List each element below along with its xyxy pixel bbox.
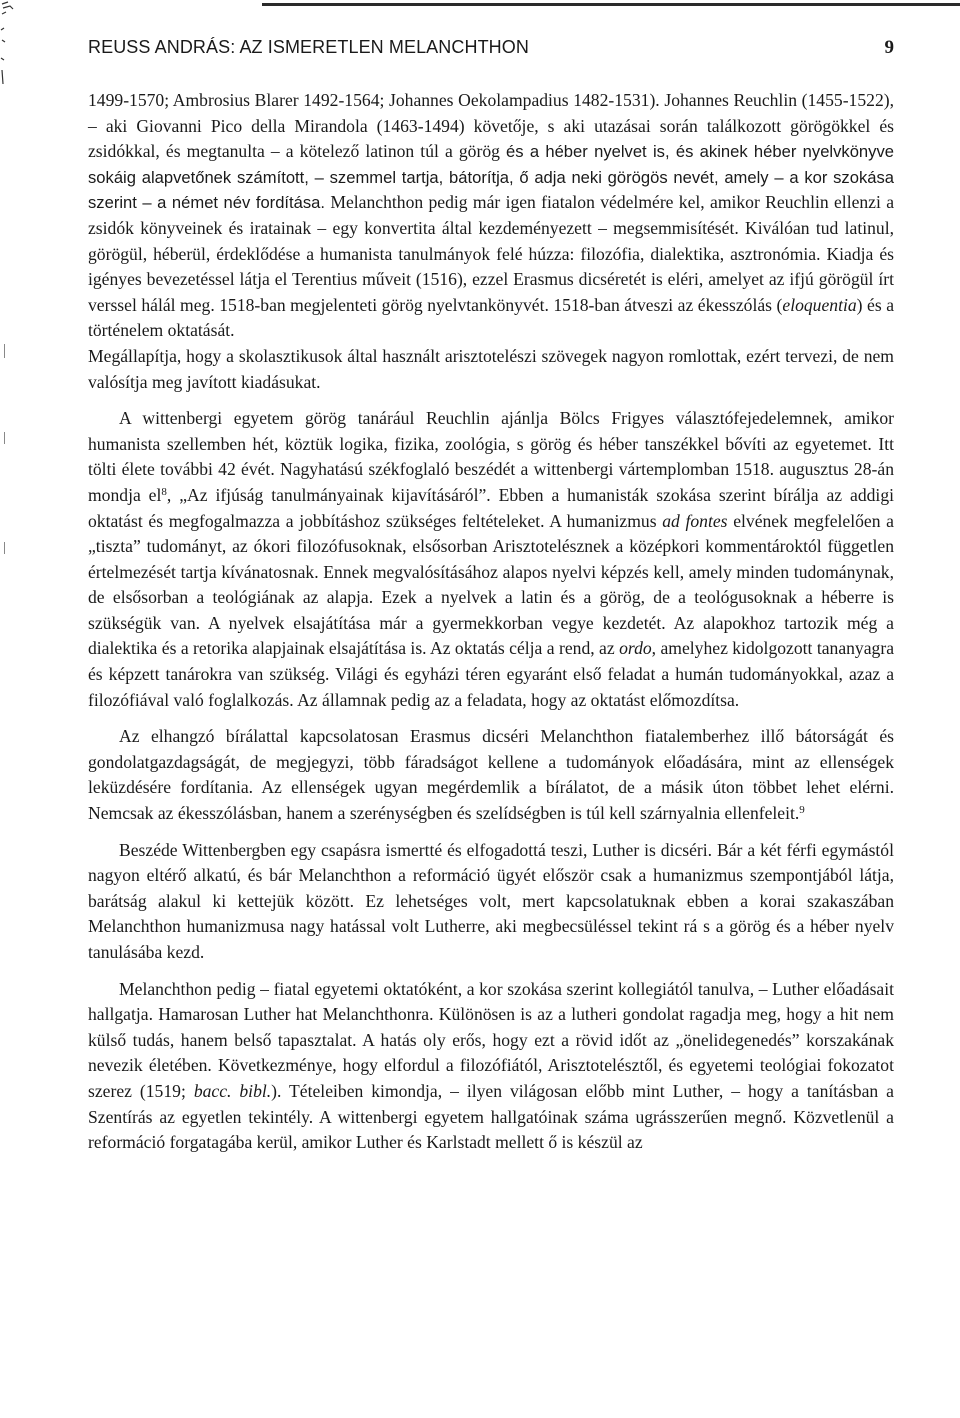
- scan-top-rule: [262, 3, 960, 6]
- text-segment: Melanchthon pedig már igen fiatalon védelmére kel, amikor Reuchlin ellenzi a zsidók könyveinek és iratainak – egy konvertita által kezdeményezett – megsemmisítését. Kiválóan tud latinul, görögül, héberül, érdeklődése a humanista tanulmányok felé húzza: filozófia, dialektika, asztronómia. Kiadja és igényes bevezetéssel látja el Terentius műveit (1516), ezzel Erasmus dicséretét is eléri, amelyet az ifjú görögül írt verssel hálál meg. 1518-ban megjelenteti görög nyelvtankönyvét. 1518-ban átveszi az ékesszólás (: [88, 192, 895, 315]
- page-number: 9: [884, 37, 894, 58]
- paragraph: [88, 838, 894, 966]
- text-segment: , amelyhez kidolgozott tananyagra és képzett tanárokra van szükség. Világi és egyházi téren egyaránt első feladat a humán tudományokkal, azaz a filozófiával való foglalkozás. Az államnak pedig az a feladata, hogy az oktatást előmozdítsa.: [88, 638, 894, 710]
- text-segment: Beszéde Wittenbergben egy csapásra ismertté és elfogadottá teszi, Luther is dicséri. Bár a két férfi egymástól nagyon eltérő alkatú, és bár Melanchthon a reformáció ügyét először csak a humanizmus szempontjából látja, barátság alakul ki kettejük között. Ez lehetséges volt, mert kapcsolatuknak ebben a korai szakaszában Melanchthon humanizmusa nagy hatással volt Lutherre, aki megbecsüléssel tekint rá s a görög és a héber nyelv tanulásába kezd.: [88, 839, 894, 962]
- body-text: [88, 88, 894, 1156]
- text-segment: elvének megfelelően a „tiszta” tudományt, az ókori filozófusoknak, elsősorban Arisztotelésznek a középkori kommentároktól független értelmezését tartja kívánatosnak. Ennek megvalósításához alapos nyelvi képzés kell, amely minden tudománynak, de elsősorban a teológiának az alapja. Ezek a nyelvek a latin és a görög, de a teológusoknak a héberre is szükségük van. A nyelvek elsajátítása már a gyermekkorban vegye kezdetét. Az alapokhoz tartozik még a dialektika és a retorika alapjainak elsajátítása is. Az oktatás célja a rend, az: [88, 510, 894, 659]
- margin-tick: [4, 542, 5, 554]
- text-segment: ) és a történelem oktatását.: [88, 294, 894, 341]
- text-segment: ordo: [619, 638, 652, 659]
- text-segment: Az elhangzó bírálattal kapcsolatosan Erasmus dicséri Melanchthon fiatalemberhez illő bátorságát és gondolatgazdagságát, de megjegyzi, több fáradságot kellene a tudományok előadására, mint az ellenségek leküzdésére fordítania. Az ellenségek ugyan megérdemlik a bírálatot, de a másik úton többet lehet elérni. Nemcsak az ékesszólásban, hanem a szerénységben és szelídségben is túl kell szárnyalnia ellenfeleit.: [88, 726, 894, 824]
- text-segment: Melanchthon pedig – fiatal egyetemi oktatóként, a kor szokása szerint kollegiától tanulva, – Luther előadásait hallgatja. Hamarosan Luther hat Melanchthonra. Különösen is az a lutheri gondolat ragadja meg, hogy a hit nem külső tudás, hanem belső tapasztalat. A hatás oly erős, hogy ezt a rövid időt az „önelidegenedés” korszakának nevezik életében. Következménye, hogy elfordul a filozófiától, Arisztotelésztől, és egyetemi teológiai fokozatot szerez (1519;: [88, 978, 894, 1101]
- paragraph: [88, 344, 894, 395]
- text-segment: eloquentia: [782, 294, 857, 315]
- page-header: [88, 37, 894, 67]
- footnote-ref: 8: [161, 485, 167, 498]
- text-segment: ad fontes: [662, 510, 728, 531]
- running-title: REUSS ANDRÁS: AZ ISMERETLEN MELANCHTHON: [88, 37, 529, 57]
- paragraph: [88, 88, 894, 344]
- paragraph: [88, 977, 894, 1156]
- text-segment: A wittenbergi egyetem görög tanárául Reuchlin ajánlja Bölcs Frigyes választófejedelemnek, amikor humanista szellemben hét, köztük logika, fizika, zoológia, s görög és héber tanszékkel bővíti az egyetemet. Itt tölti élete további 42 évét. Nagyhatású székfoglaló beszédét a wittenbergi vártemplomban 1518. augusztus 28-án mondja el: [88, 408, 894, 505]
- scan-margin-mark: [0, 0, 22, 90]
- margin-tick: [4, 344, 5, 358]
- text-segment: , „Az ifjúság tanulmányainak kijavításáról”. Ebben a humanisták szokása szerint bírálja az addigi oktatást és megfogalmazza a jobbításhoz szükséges feltételeket. A humanizmus: [88, 484, 895, 531]
- text-segment: bacc. bibl.: [193, 1080, 272, 1101]
- text-segment: ). Tételeiben kimondja, – ilyen világosan előbb mint Luther, – hogy a tanításban a Szentírás az egyetlen tekintély. A wittenbergi egyetem hallgatóinak száma ugrásszerűen megnő. Közvetlenül a reformáció forgatagába kerül, amikor Luther és Karlstadt mellett ő is készül az: [88, 1080, 894, 1153]
- margin-tick: [4, 432, 5, 444]
- text-segment: Megállapítja, hogy a skolasztikusok által használt arisztotelészi szövegek nagyon romlottak, ezért tervezi, de nem valósítja meg javított kiadásukat.: [88, 345, 894, 392]
- footnote-ref: 9: [799, 804, 805, 817]
- text-segment: 1499-1570; Ambrosius Blarer 1492-1564; Johannes Oekolampadius 1482-1531). Johannes Reuchlin (1455-1522), – aki Giovanni Pico della Mirandola (1463-1494) követője, s aki utazásai során találkozott görögökkel és zsidókkal, és megtanulta – a kötelező latinon túl a görög: [88, 90, 894, 162]
- text-segment: és a héber nyelvet is, és akinek héber nyelvkönyve sokáig alapvetőnek számított, – szemmel tartja, bátorítja, ő adja neki görögös nevét, amely – a kor szokása szerint – a német név fordítása.: [88, 142, 894, 213]
- paragraph: [88, 724, 894, 826]
- paragraph: [88, 406, 894, 713]
